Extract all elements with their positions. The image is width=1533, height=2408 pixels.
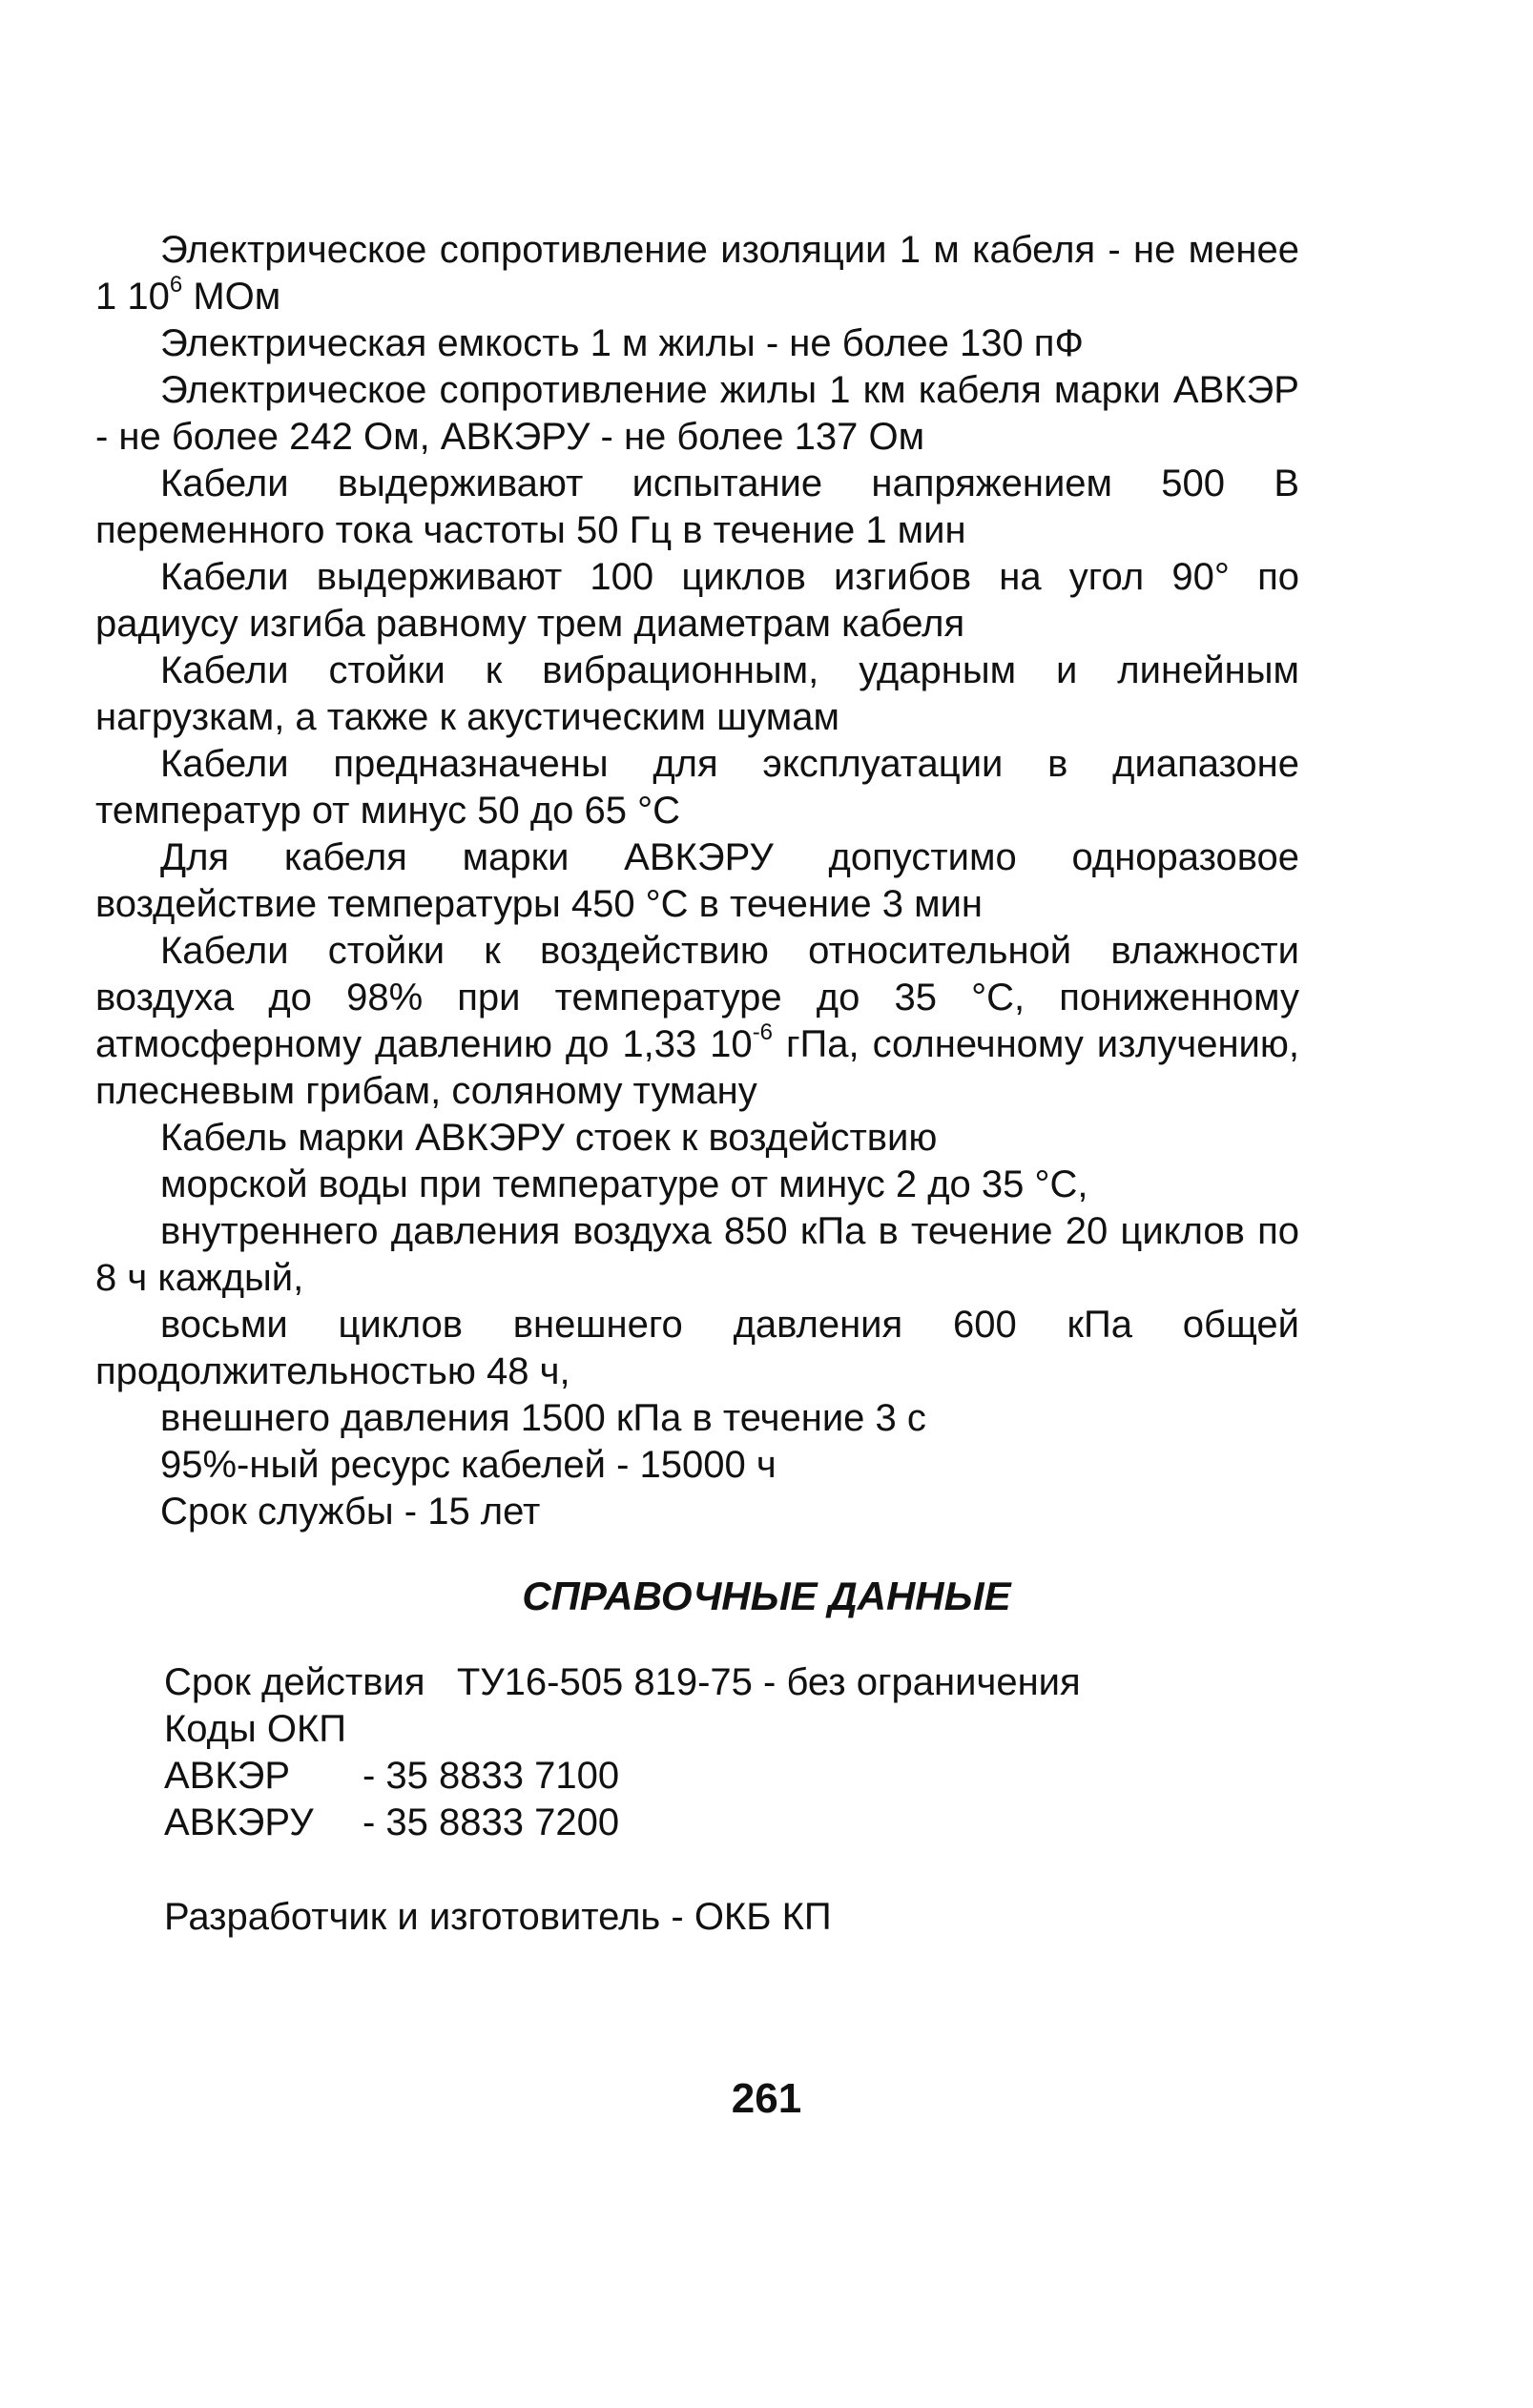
page-number: 261 [731,2075,802,2122]
paragraph-text-tail: МОм [182,276,281,318]
paragraph-insulation-resistance [95,227,1299,320]
paragraph-seawater [95,1162,1299,1208]
paragraph-external-pressure [95,1395,1299,1442]
paragraph-environmental-resistance [95,928,1299,1115]
paragraph-text: Кабели выдерживают 100 циклов изгибов на угол 90° по радиусу изгиба равному трем диаметрам кабеля [95,556,1299,645]
paragraph-text: Электрическое сопротивление изоляции 1 м кабеля - не менее 1 10 [95,229,1299,318]
codes-title: Коды ОКП [164,1708,347,1750]
paragraph-conductor-resistance [95,367,1299,461]
code-name: АВКЭР [164,1755,291,1797]
paragraph-text: морской воды при температуре от минус 2 до 35 °С, [160,1163,1088,1205]
paragraph-text: Для кабеля марки АВКЭРУ допустимо одноразовое воздействие температуры 450 °С в течение 3 мин [95,836,1299,925]
paragraph-text: Электрическая емкость 1 м жилы - не более 130 пФ [160,322,1084,364]
section-heading: СПРАВОЧНЫЕ ДАННЫЕ [522,1574,1011,1618]
paragraph-voltage-test [95,461,1299,554]
paragraph-capacitance [95,320,1299,367]
code-name: АВКЭРУ [164,1801,314,1843]
paragraph-external-pressure-cycles [95,1302,1299,1395]
paragraph-text: Кабели предназначены для эксплуатации в диапазоне температур от минус 50 до 65 °С [95,743,1299,832]
paragraph-text: внешнего давления 1500 кПа в течение 3 с [160,1397,926,1439]
paragraph-text: Электрическое сопротивление жилы 1 км кабеля марки АВКЭР - не более 242 Ом, АВКЭРУ - не более 137 Ом [95,369,1299,458]
code-value: - 35 8833 7100 [363,1755,620,1797]
paragraph-service-life [95,1489,1299,1535]
paragraph-text: восьми циклов внешнего давления 600 кПа общей продолжительностью 48 ч, [95,1304,1299,1392]
validity-line: Срок действия ТУ16-505 819-75 - без ограничения [164,1661,1081,1703]
paragraph-text: внутреннего давления воздуха 850 кПа в течение 20 циклов по 8 ч каждый, [95,1210,1299,1299]
paragraph-text: Срок службы - 15 лет [160,1491,541,1533]
paragraph-text: Кабель марки АВКЭРУ стоек к воздействию [160,1117,938,1159]
paragraph-text-tail: гПа, солнечному излучению, плесневым грибам, соляному туману [95,1023,1299,1112]
paragraph-seawater-intro [95,1115,1299,1162]
paragraph-internal-pressure [95,1208,1299,1302]
superscript-exponent: -6 [752,1019,774,1045]
paragraph-temperature-range [95,741,1299,834]
code-row [164,1753,619,1800]
paragraph-one-time-temperature [95,834,1299,928]
paragraph-text: Кабели стойки к вибрационным, ударным и линейным нагрузкам, а также к акустическим шумам [95,649,1299,738]
paragraph-vibration [95,648,1299,741]
code-value: - 35 8833 7200 [363,1801,620,1843]
code-row [164,1800,619,1846]
paragraph-bending-cycles [95,554,1299,648]
paragraph-text: Кабели стойки к воздействию относительной влажности воздуха до 98% при температуре до 35 °С, пониженному атмосферному давлению до 1,33 10 [95,930,1299,1065]
paragraph-text: Кабели выдерживают испытание напряжением 500 В переменного тока частоты 50 Гц в течение 1 мин [95,463,1299,551]
developer-line: Разработчик и изготовитель - ОКБ КП [164,1896,832,1938]
superscript-exponent: 6 [169,272,183,298]
paragraph-text: 95%-ный ресурс кабелей - 15000 ч [160,1444,777,1486]
paragraph-resource [95,1442,1299,1489]
